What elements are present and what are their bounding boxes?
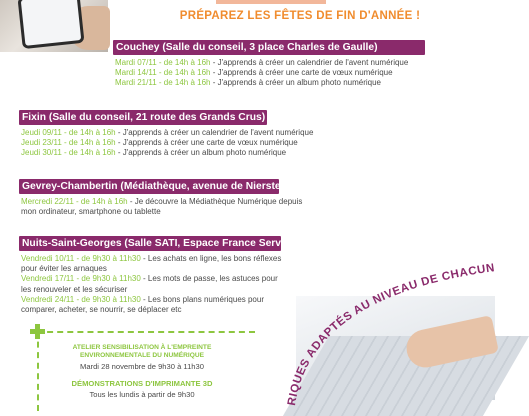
event-date: Jeudi 23/11 - de 14h à 16h bbox=[21, 138, 116, 148]
section-couchey bbox=[113, 40, 425, 89]
section-title: Gevrey-Chambertin (Médiathèque, avenue de Nierstein) bbox=[19, 179, 279, 194]
event-date: Mardi 14/11 - de 14h à 16h bbox=[115, 68, 211, 78]
section-nuits bbox=[19, 236, 305, 315]
event-date: Jeudi 30/11 - de 14h à 16h bbox=[21, 148, 116, 158]
event-line bbox=[21, 254, 284, 274]
event-text: - Je découvre la Médiathèque Numérique depuis mon ordinateur, smartphone ou tablette bbox=[21, 197, 303, 217]
atelier-title: ATELIER SENSIBILISATION À L'EMPREINTE ENVIRONNEMENTALE DU NUMÉRIQUE bbox=[72, 344, 212, 359]
headline: PRÉPAREZ LES FÊTES DE FIN D'ANNÉE ! bbox=[179, 10, 421, 22]
event-line bbox=[21, 295, 284, 315]
event-date: Vendredi 17/11 - de 9h30 à 11h30 bbox=[21, 274, 141, 284]
event-text: - Les bons plans numériques pour comparer, acheter, se nourrir, se déplacer etc bbox=[21, 294, 264, 315]
event-line bbox=[21, 148, 331, 158]
event-date: Mardi 07/11 - de 14h à 16h bbox=[115, 58, 211, 67]
section-gevrey bbox=[19, 179, 319, 217]
section-title: Nuits-Saint-Georges (Salle SATI, Espace France Services) bbox=[19, 236, 281, 251]
event-text: - Les achats en ligne, les bons réflexes pour éviter les arnaques bbox=[21, 254, 282, 274]
event-text: - J'apprends à créer un calendrier de l'avent numérique bbox=[210, 58, 409, 67]
arc-caption-path: RIQUES ADAPTÉS AU NIVEAU DE CHACUN bbox=[286, 262, 496, 407]
section-title: Couchey (Salle du conseil, 3 place Charles de Gaulle) bbox=[113, 40, 425, 55]
demo-subtitle: Tous les lundis à partir de 9h30 bbox=[89, 390, 195, 399]
event-line bbox=[21, 138, 331, 148]
event-date: Vendredi 24/11 - de 9h30 à 11h30 bbox=[21, 294, 141, 304]
event-line bbox=[21, 274, 284, 294]
event-text: - J'apprends à créer une carte de vœux numérique bbox=[210, 68, 393, 78]
top-strip bbox=[216, 0, 326, 4]
event-line bbox=[115, 68, 425, 78]
event-text: - J'apprends à créer un album photo numérique bbox=[210, 78, 381, 88]
atelier-date: Mardi 28 novembre de 9h30 à 11h30 bbox=[80, 362, 204, 371]
phone-photo bbox=[0, 0, 108, 52]
event-date: Vendredi 10/11 - de 9h30 à 11h30 bbox=[21, 254, 141, 263]
event-text: - J'apprends à créer une carte de vœux numérique bbox=[115, 138, 298, 148]
event-text: - J'apprends à créer un calendrier de l'avent numérique bbox=[115, 128, 314, 137]
event-line bbox=[115, 78, 425, 88]
extras-frame bbox=[37, 331, 255, 411]
section-title: Fixin (Salle du conseil, 21 route des Grands Crus) bbox=[19, 110, 267, 125]
event-text: - J'apprends à créer un album photo numérique bbox=[115, 148, 287, 158]
event-date: Mercredi 22/11 - de 14h à 16h bbox=[21, 197, 128, 206]
event-date: Mardi 21/11 - de 14h à 16h bbox=[115, 78, 211, 88]
demo-title: DÉMONSTRATIONS D'IMPRIMANTE 3D bbox=[71, 379, 213, 388]
event-text: - Les mots de passe, les astuces pour les renouveler et les sécuriser bbox=[21, 274, 278, 294]
smartphone-image bbox=[17, 0, 84, 49]
event-date: Jeudi 09/11 - de 14h à 16h bbox=[21, 128, 116, 137]
event-line bbox=[21, 128, 331, 138]
section-fixin bbox=[19, 110, 331, 159]
event-line bbox=[115, 58, 425, 68]
event-line bbox=[21, 197, 317, 217]
plus-icon bbox=[30, 324, 45, 339]
arc-caption-text bbox=[286, 262, 496, 406]
arc-caption bbox=[270, 256, 496, 407]
